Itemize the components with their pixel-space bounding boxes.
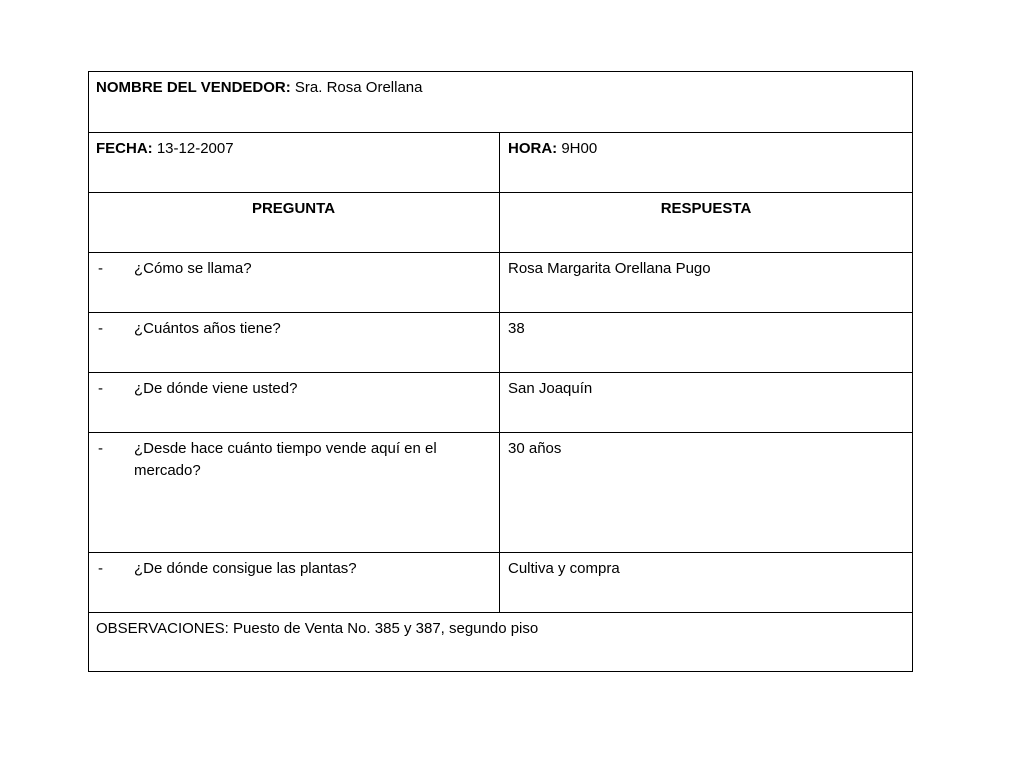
question-cell xyxy=(89,253,500,312)
interview-table xyxy=(88,71,913,672)
question-cell xyxy=(89,433,500,552)
vendor-row xyxy=(89,72,912,133)
answer-cell: 30 años xyxy=(508,440,562,457)
observations-row xyxy=(89,613,912,671)
question-text: ¿De dónde viene usted? xyxy=(134,380,298,397)
answer-cell: Cultiva y compra xyxy=(508,560,620,577)
column-header-row xyxy=(89,193,912,253)
dash-bullet: - xyxy=(98,260,103,277)
date-label: FECHA: xyxy=(96,140,153,157)
question-cell xyxy=(89,553,500,612)
vendor-label: NOMBRE DEL VENDEDOR: xyxy=(96,79,291,96)
question-column-header: PREGUNTA xyxy=(89,193,500,252)
question-cell xyxy=(89,373,500,432)
date-value: 13-12-2007 xyxy=(156,140,234,157)
answer-cell: 38 xyxy=(508,320,525,337)
table-row xyxy=(89,253,912,313)
question-cell xyxy=(89,313,500,372)
observations-label: OBSERVACIONES: xyxy=(96,620,229,637)
table-row xyxy=(89,373,912,433)
answer-cell: San Joaquín xyxy=(508,380,593,397)
question-text: ¿Cuántos años tiene? xyxy=(134,320,281,337)
answer-cell: Rosa Margarita Orellana Pugo xyxy=(508,260,711,277)
time-value: 9H00 xyxy=(561,140,598,157)
answer-column-header: RESPUESTA xyxy=(660,200,752,217)
vendor-value: Sra. Rosa Orellana xyxy=(294,79,423,96)
observations-cell xyxy=(89,613,912,671)
question-text: ¿Cómo se llama? xyxy=(134,260,252,277)
time-cell xyxy=(500,133,912,192)
observations-value: Puesto de Venta No. 385 y 387, segundo piso xyxy=(233,620,539,637)
date-cell xyxy=(89,133,500,192)
question-text: ¿Desde hace cuánto tiempo vende aquí en el mercado? xyxy=(134,440,437,479)
table-row xyxy=(89,313,912,373)
dash-bullet: - xyxy=(98,560,103,577)
table-row xyxy=(89,433,912,553)
dash-bullet: - xyxy=(98,320,103,337)
dash-bullet: - xyxy=(98,380,103,397)
dash-bullet: - xyxy=(98,440,103,457)
question-text: ¿De dónde consigue las plantas? xyxy=(134,560,357,577)
date-time-row xyxy=(89,133,912,193)
time-label: HORA: xyxy=(508,140,558,157)
vendor-cell xyxy=(89,72,912,132)
table-row xyxy=(89,553,912,613)
